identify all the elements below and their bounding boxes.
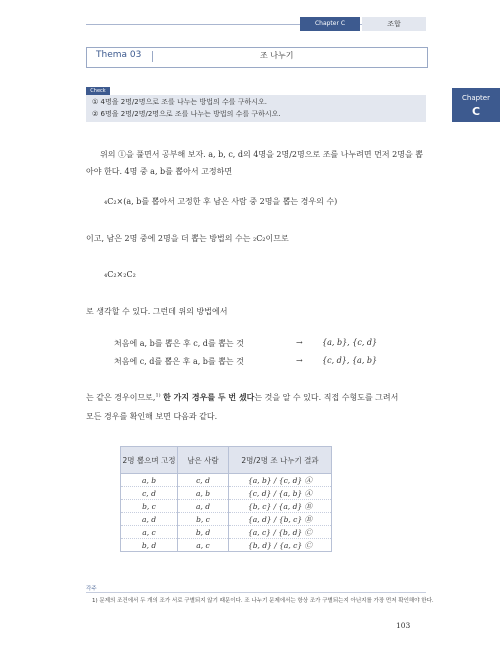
table-row	[121, 526, 332, 539]
table-cell: b, d	[178, 526, 229, 539]
table-cell: a, c	[121, 526, 178, 539]
thema-divider	[152, 51, 153, 62]
paragraph-2: 이고, 남은 2명 중에 2명을 더 뽑는 방법의 수는 ₂C₂이므로	[86, 234, 289, 243]
table-cell: b, c	[121, 500, 178, 513]
paragraph-1-line-1: 위의 ①을 풀면서 공부해 보자. a, b, c, d의 4명을 2명/2명으로 조를 나누려면 먼저 2명을 뽑	[100, 150, 423, 159]
chapter-tab-label: Chapter	[462, 94, 490, 102]
footnote-rule	[86, 592, 426, 593]
table-row	[121, 500, 332, 513]
table-cell: {c, d} / {a, b} Ⓐ	[229, 487, 332, 500]
check-item-2: ② 6명을 2명/2명/2명으로 조를 나누는 방법의 수를 구하시오.	[92, 110, 281, 118]
chapter-tab-letter: C	[471, 105, 481, 118]
table-cell: b, c	[178, 513, 229, 526]
combination-table	[120, 446, 332, 552]
paragraph-4-tail: 는 것을 알 수 있다. 직접 수형도를 그려서	[254, 393, 399, 402]
table-row	[121, 539, 332, 552]
table-cell: {b, d} / {a, c} Ⓒ	[229, 539, 332, 552]
paragraph-3: 로 생각할 수 있다. 그런데 위의 방법에서	[86, 307, 228, 316]
paragraph-4-emphasis: 한 가지 경우를 두 번 셌다	[163, 393, 255, 402]
table-header-row	[121, 447, 332, 474]
case-1-arrow: →	[296, 338, 303, 347]
table-cell: a, b	[178, 487, 229, 500]
thema-label: Thema 03	[96, 50, 142, 60]
table-cell: a, b	[121, 474, 178, 487]
table-cell: a, d	[121, 513, 178, 526]
check-item-1: ① 4명을 2명/2명으로 조를 나누는 방법의 수를 구하시오.	[92, 98, 268, 106]
table-cell: a, d	[178, 500, 229, 513]
table-row	[121, 474, 332, 487]
footnote-text: 1) 문제의 조건에서 두 개의 조가 서로 구별되지 않기 때문이다. 조 나누기 문제에서는 항상 조가 구별되는지 아닌지를 가장 먼저 확인해야 한다.	[92, 598, 434, 604]
table-header-remaining: 남은 사람	[178, 447, 229, 474]
formula-1: ₄C₂×(a, b를 뽑아서 고정한 후 남은 사람 중 2명을 뽑는 경우의 수)	[104, 197, 338, 206]
paragraph-1-line-2: 아야 한다. 4명 중 a, b를 뽑아서 고정하면	[86, 167, 233, 176]
table-cell: b, d	[121, 539, 178, 552]
table-header-result: 2명/2명 조 나누기 결과	[229, 447, 332, 474]
table-row	[121, 513, 332, 526]
case-1-text: 처음에 a, b를 뽑은 후 c, d를 뽑는 것	[114, 339, 244, 348]
table-cell: a, c	[178, 539, 229, 552]
table-cell: c, d	[178, 474, 229, 487]
header-topic: 조합	[362, 17, 426, 31]
table-header-fixed: 2명 뽑으며 고정	[121, 447, 178, 474]
paragraph-4-line-1	[86, 392, 398, 403]
footnote-label: 각주	[86, 586, 97, 592]
table-cell: {a, b} / {c, d} Ⓐ	[229, 474, 332, 487]
thema-title: 조 나누기	[260, 51, 294, 60]
header-chapter: Chapter C	[300, 17, 360, 31]
table-cell: {a, d} / {b, c} Ⓑ	[229, 513, 332, 526]
page-number: 103	[396, 621, 411, 630]
paragraph-4-lead: 는 같은 경우이므로,	[86, 393, 156, 402]
formula-2: ₄C₂×₂C₂	[104, 270, 136, 279]
case-1-result: {a, b}, {c, d}	[322, 338, 378, 347]
case-2-arrow: →	[296, 356, 303, 365]
check-tag: Check	[86, 87, 110, 95]
case-2-text: 처음에 c, d를 뽑은 후 a, b를 뽑는 것	[114, 357, 244, 366]
chapter-tab	[452, 88, 500, 122]
paragraph-4-line-2: 모든 경우를 확인해 보면 다음과 같다.	[86, 412, 218, 421]
table-cell: c, d	[121, 487, 178, 500]
table-row	[121, 487, 332, 500]
table-cell: {a, c} / {b, d} Ⓒ	[229, 526, 332, 539]
table-cell: {b, c} / {a, d} Ⓑ	[229, 500, 332, 513]
footnote-ref: 1)	[155, 392, 161, 399]
case-2-result: {c, d}, {a, b}	[322, 356, 378, 365]
